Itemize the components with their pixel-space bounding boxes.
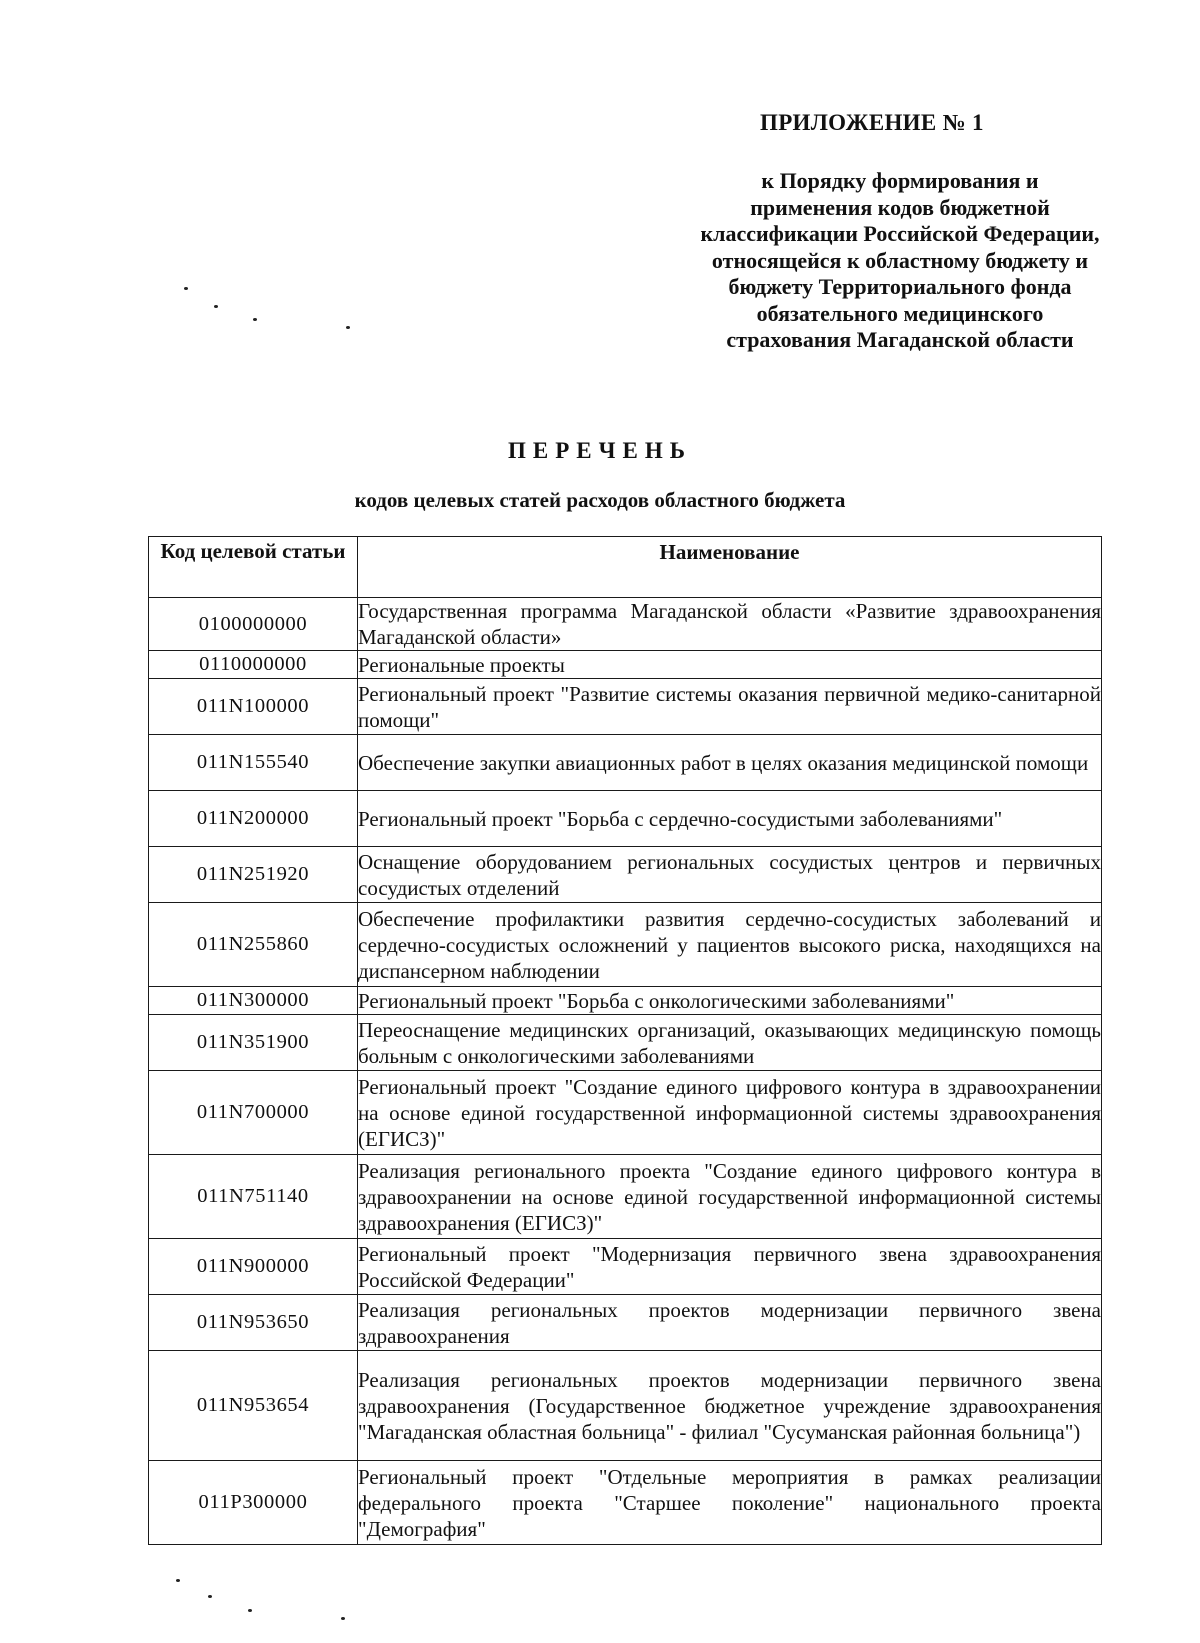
row-name: Региональный проект "Модернизация первичного звена здравоохранения Российской Федерации" [358,1239,1102,1295]
scan-speck [253,318,257,321]
table-row [149,1155,1102,1239]
row-code: 011N100000 [149,679,358,735]
row-code: 011N351900 [149,1015,358,1071]
table-row [149,791,1102,847]
row-code: 0110000000 [149,651,358,679]
column-header-code: Код целевой статьи [149,537,358,598]
row-name: Региональный проект "Отдельные мероприятия в рамках реализации федерального проекта "Старшее поколение" национального проекта "Демография" [358,1461,1102,1545]
scan-speck [214,305,218,308]
scan-speck [208,1595,212,1598]
row-name: Государственная программа Магаданской области «Развитие здравоохранения Магаданской области» [358,599,1101,649]
scan-speck [248,1609,252,1612]
row-name: Региональный проект "Создание единого цифрового контура в здравоохранении на основе единой государственной информационной системы здравоохранения (ЕГИСЗ)" [358,1071,1102,1155]
row-name: Обеспечение закупки авиационных работ в целях оказания медицинской помощи [358,735,1102,791]
row-name: Региональный проект "Борьба с сердечно-сосудистыми заболеваниями" [358,791,1102,847]
scan-speck [346,326,350,329]
table-row [149,679,1102,735]
row-name: Региональный проект "Развитие системы оказания первичной медико-санитарной помощи" [358,679,1102,735]
row-code: 011N251920 [149,847,358,903]
row-name: Обеспечение профилактики развития сердечно-сосудистых заболеваний и сердечно-сосудистых осложнений у пациентов высокого риска, находящихся на диспансерном наблюдении [358,903,1102,987]
row-code: 011N900000 [149,1239,358,1295]
document-title: ПЕРЕЧЕНЬ [508,438,692,463]
table-row [149,987,1102,1015]
table-row [149,735,1102,791]
row-code: 011N255860 [149,903,358,987]
row-code: 011N953650 [149,1295,358,1351]
row-name: Региональный проект "Борьба с онкологическими заболеваниями" [358,987,1102,1015]
row-name: Переоснащение медицинских организаций, оказывающих медицинскую помощь больным с онкологическими заболеваниями [358,1015,1102,1071]
column-header-name: Наименование [358,537,1102,598]
table-row [149,598,1102,651]
budget-codes-table [148,536,1102,1545]
row-name: Реализация региональных проектов модернизации первичного звена здравоохранения (Государственное бюджетное учреждение здравоохранения "Магаданская областная больница" - филиал "Сусуманская районная больница") [358,1351,1102,1461]
row-code: 011P300000 [149,1461,358,1545]
table-row [149,903,1102,987]
appendix-subtitle: к Порядку формирования и применения кодов бюджетной классификации Российской Федерации, относящейся к областному бюджету и бюджету Территориального фонда обязательного медицинского страхования Магаданской области [700,168,1100,352]
table-row [149,847,1102,903]
table-row [149,1461,1102,1545]
row-code: 011N300000 [149,987,358,1015]
table-header-row [149,537,1102,598]
row-code: 011N700000 [149,1071,358,1155]
row-name: Оснащение оборудованием региональных сосудистых центров и первичных сосудистых отделений [358,847,1102,903]
table-row [149,1351,1102,1461]
scan-speck [341,1617,345,1620]
table-row [149,1071,1102,1155]
table-row [149,1295,1102,1351]
row-name: Региональные проекты [358,651,1102,679]
row-code: 011N200000 [149,791,358,847]
table-row [149,651,1102,679]
row-name: Реализация регионального проекта "Создание единого цифрового контура в здравоохранении на основе единой государственной информационной системы здравоохранения (ЕГИСЗ)" [358,1155,1102,1239]
table-row [149,1239,1102,1295]
document-subtitle: кодов целевых статей расходов областного бюджета [354,488,846,512]
row-code: 0100000000 [149,598,358,651]
table-row [149,1015,1102,1071]
scan-speck [176,1579,180,1582]
row-name: Реализация региональных проектов модернизации первичного звена здравоохранения [358,1295,1102,1351]
scan-speck [184,287,188,290]
row-code: 011N751140 [149,1155,358,1239]
row-code: 011N155540 [149,735,358,791]
row-code: 011N953654 [149,1351,358,1461]
appendix-title: ПРИЛОЖЕНИЕ № 1 [760,110,984,135]
